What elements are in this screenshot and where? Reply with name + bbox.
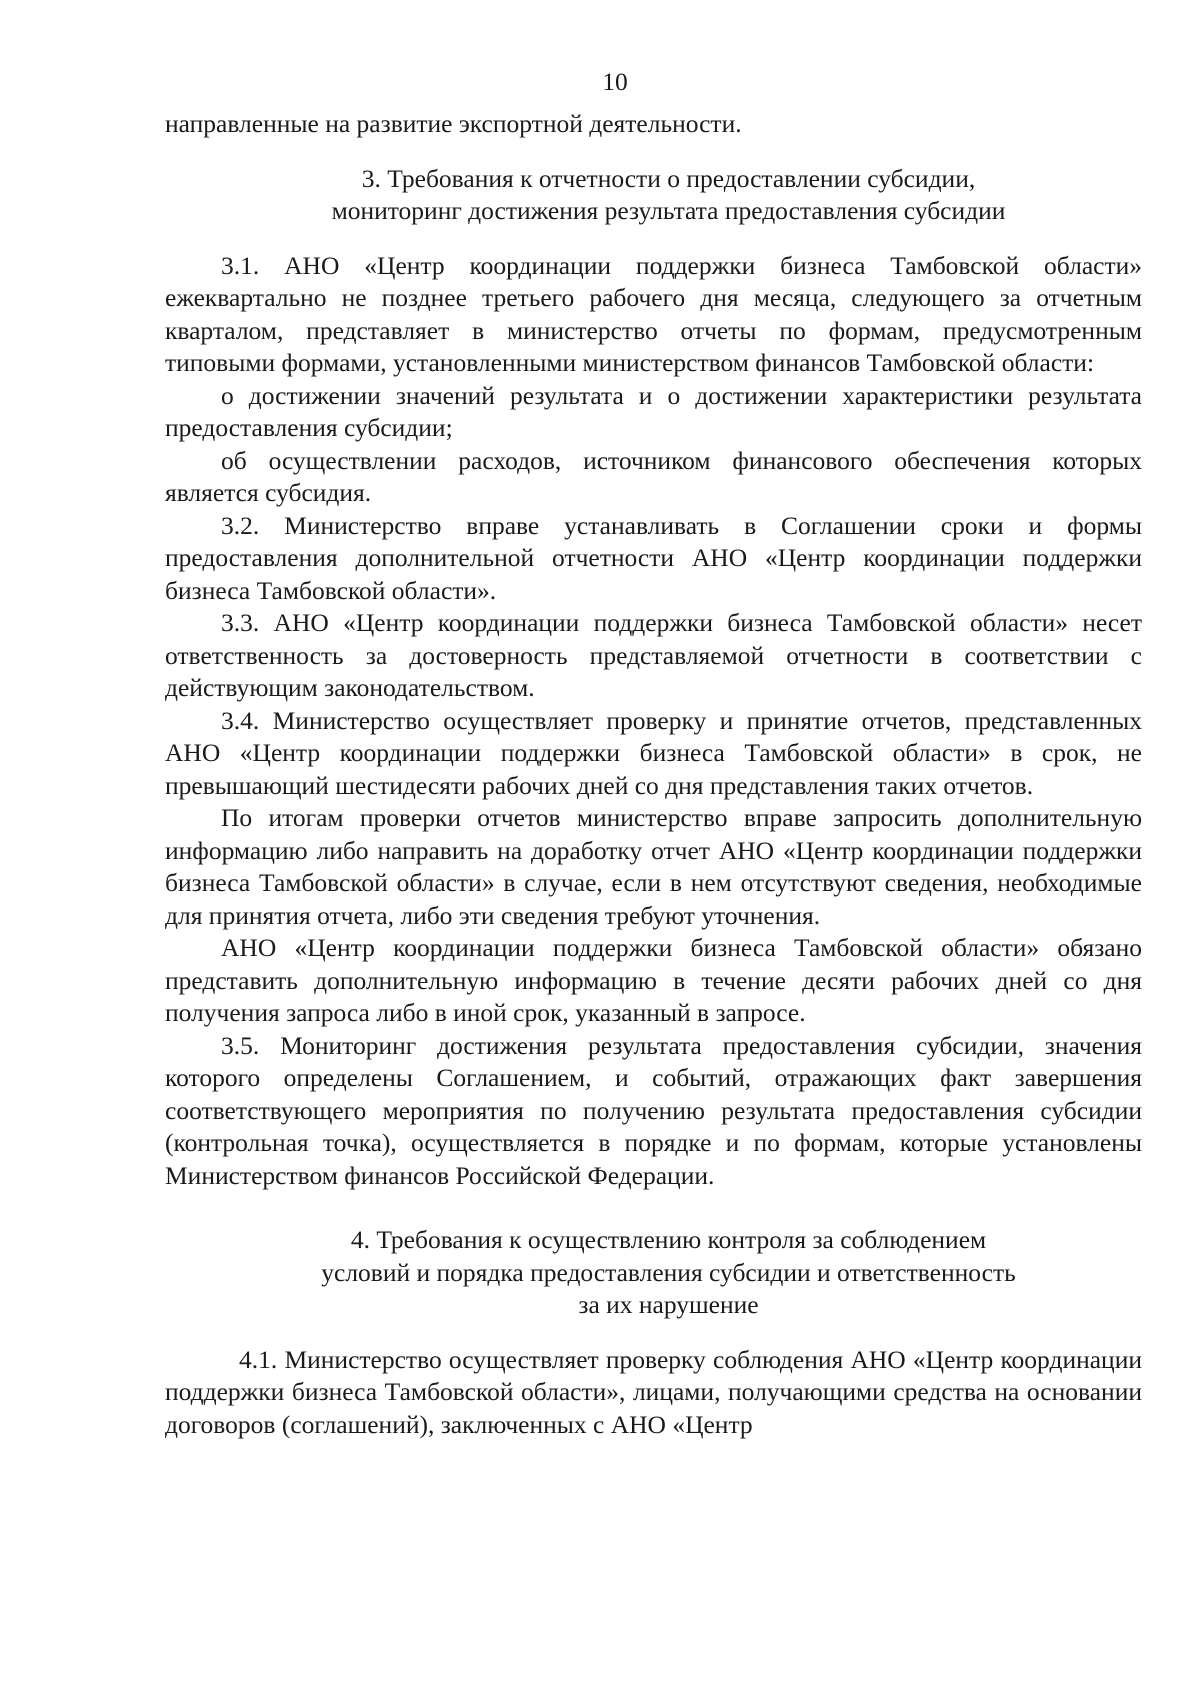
paragraph-3-4-b: АНО «Центр координации поддержки бизнеса Тамбовской области» обязано представить дополнительную информацию в течение десяти рабочих дней со дня получения запроса либо в иной срок, указанный в запросе. <box>165 933 1142 1027</box>
paragraph-3-4: 3.4. Министерство осуществляет проверку и принятие отчетов, представленных АНО «Центр координации поддержки бизнеса Тамбовской области» в срок, не превышающий шестидесяти рабочих дней со дня представления таких отчетов. <box>165 705 1142 800</box>
section-3-heading-line-1: 3. Требования к отчетности о предоставлении субсидии, <box>361 163 976 193</box>
paragraph-3-5: 3.5. Мониторинг достижения результата предоставления субсидии, значения которого определены Соглашением, и событий, отражающих факт завершения соответствующего мероприятия по получению результата предоставления субсидии (контрольная точка), осуществляется в порядке и по формам, которые установлены Министерством финансов Российской Федерации. <box>165 1030 1142 1190</box>
section-3-heading <box>165 163 1142 228</box>
document-body <box>165 108 1142 1441</box>
paragraph-3-3: 3.3. АНО «Центр координации поддержки бизнеса Тамбовской области» несет ответственность за достоверность представляемой отчетности в соответствии с действующим законодательством. <box>165 608 1142 702</box>
paragraph-3-1-item-a: о достижении значений результата и о достижении характеристики результата предоставления субсидии; <box>165 380 1142 442</box>
section-4-heading <box>165 1224 1142 1322</box>
paragraph-3-4-a: По итогам проверки отчетов министерство вправе запросить дополнительную информацию либо направить на доработку отчет АНО «Центр координации поддержки бизнеса Тамбовской области» в случае, если в нем отсутствуют сведения, необходимые для принятия отчета, либо эти сведения требуют уточнения. <box>165 803 1142 930</box>
section-4-heading-line-1: 4. Требования к осуществлению контроля за соблюдением <box>350 1225 987 1254</box>
paragraph-continuation: направленные на развитие экспортной деятельности. <box>165 109 742 138</box>
paragraph-3-1: 3.1. АНО «Центр координации поддержки бизнеса Тамбовской области» ежеквартально не позднее третьего рабочего дня месяца, следующего за отчетным кварталом, представляет в министерство отчеты по формам, предусмотренным типовыми формами, установленными министерством финансов Тамбовской области: <box>165 250 1142 377</box>
page-number: 10 <box>602 67 628 96</box>
paragraph-3-1-item-b: об осуществлении расходов, источником финансового обеспечения которых является субсидия. <box>165 445 1142 507</box>
section-4-heading-line-3: за их нарушение <box>578 1290 759 1319</box>
section-3-heading-line-2: мониторинг достижения результата предоставления субсидии <box>331 196 1006 225</box>
paragraph-3-2: 3.2. Министерство вправе устанавливать в Соглашении сроки и формы предоставления дополнительной отчетности АНО «Центр координации поддержки бизнеса Тамбовской области». <box>165 510 1142 605</box>
paragraph-4-1: 4.1. Министерство осуществляет проверку соблюдения АНО «Центр координации поддержки бизнеса Тамбовской области», лицами, получающими средства на основании договоров (соглашений), заключенных с АНО «Центр <box>165 1344 1142 1439</box>
section-4-heading-line-2: условий и порядка предоставления субсидии и ответственность <box>321 1257 1016 1287</box>
